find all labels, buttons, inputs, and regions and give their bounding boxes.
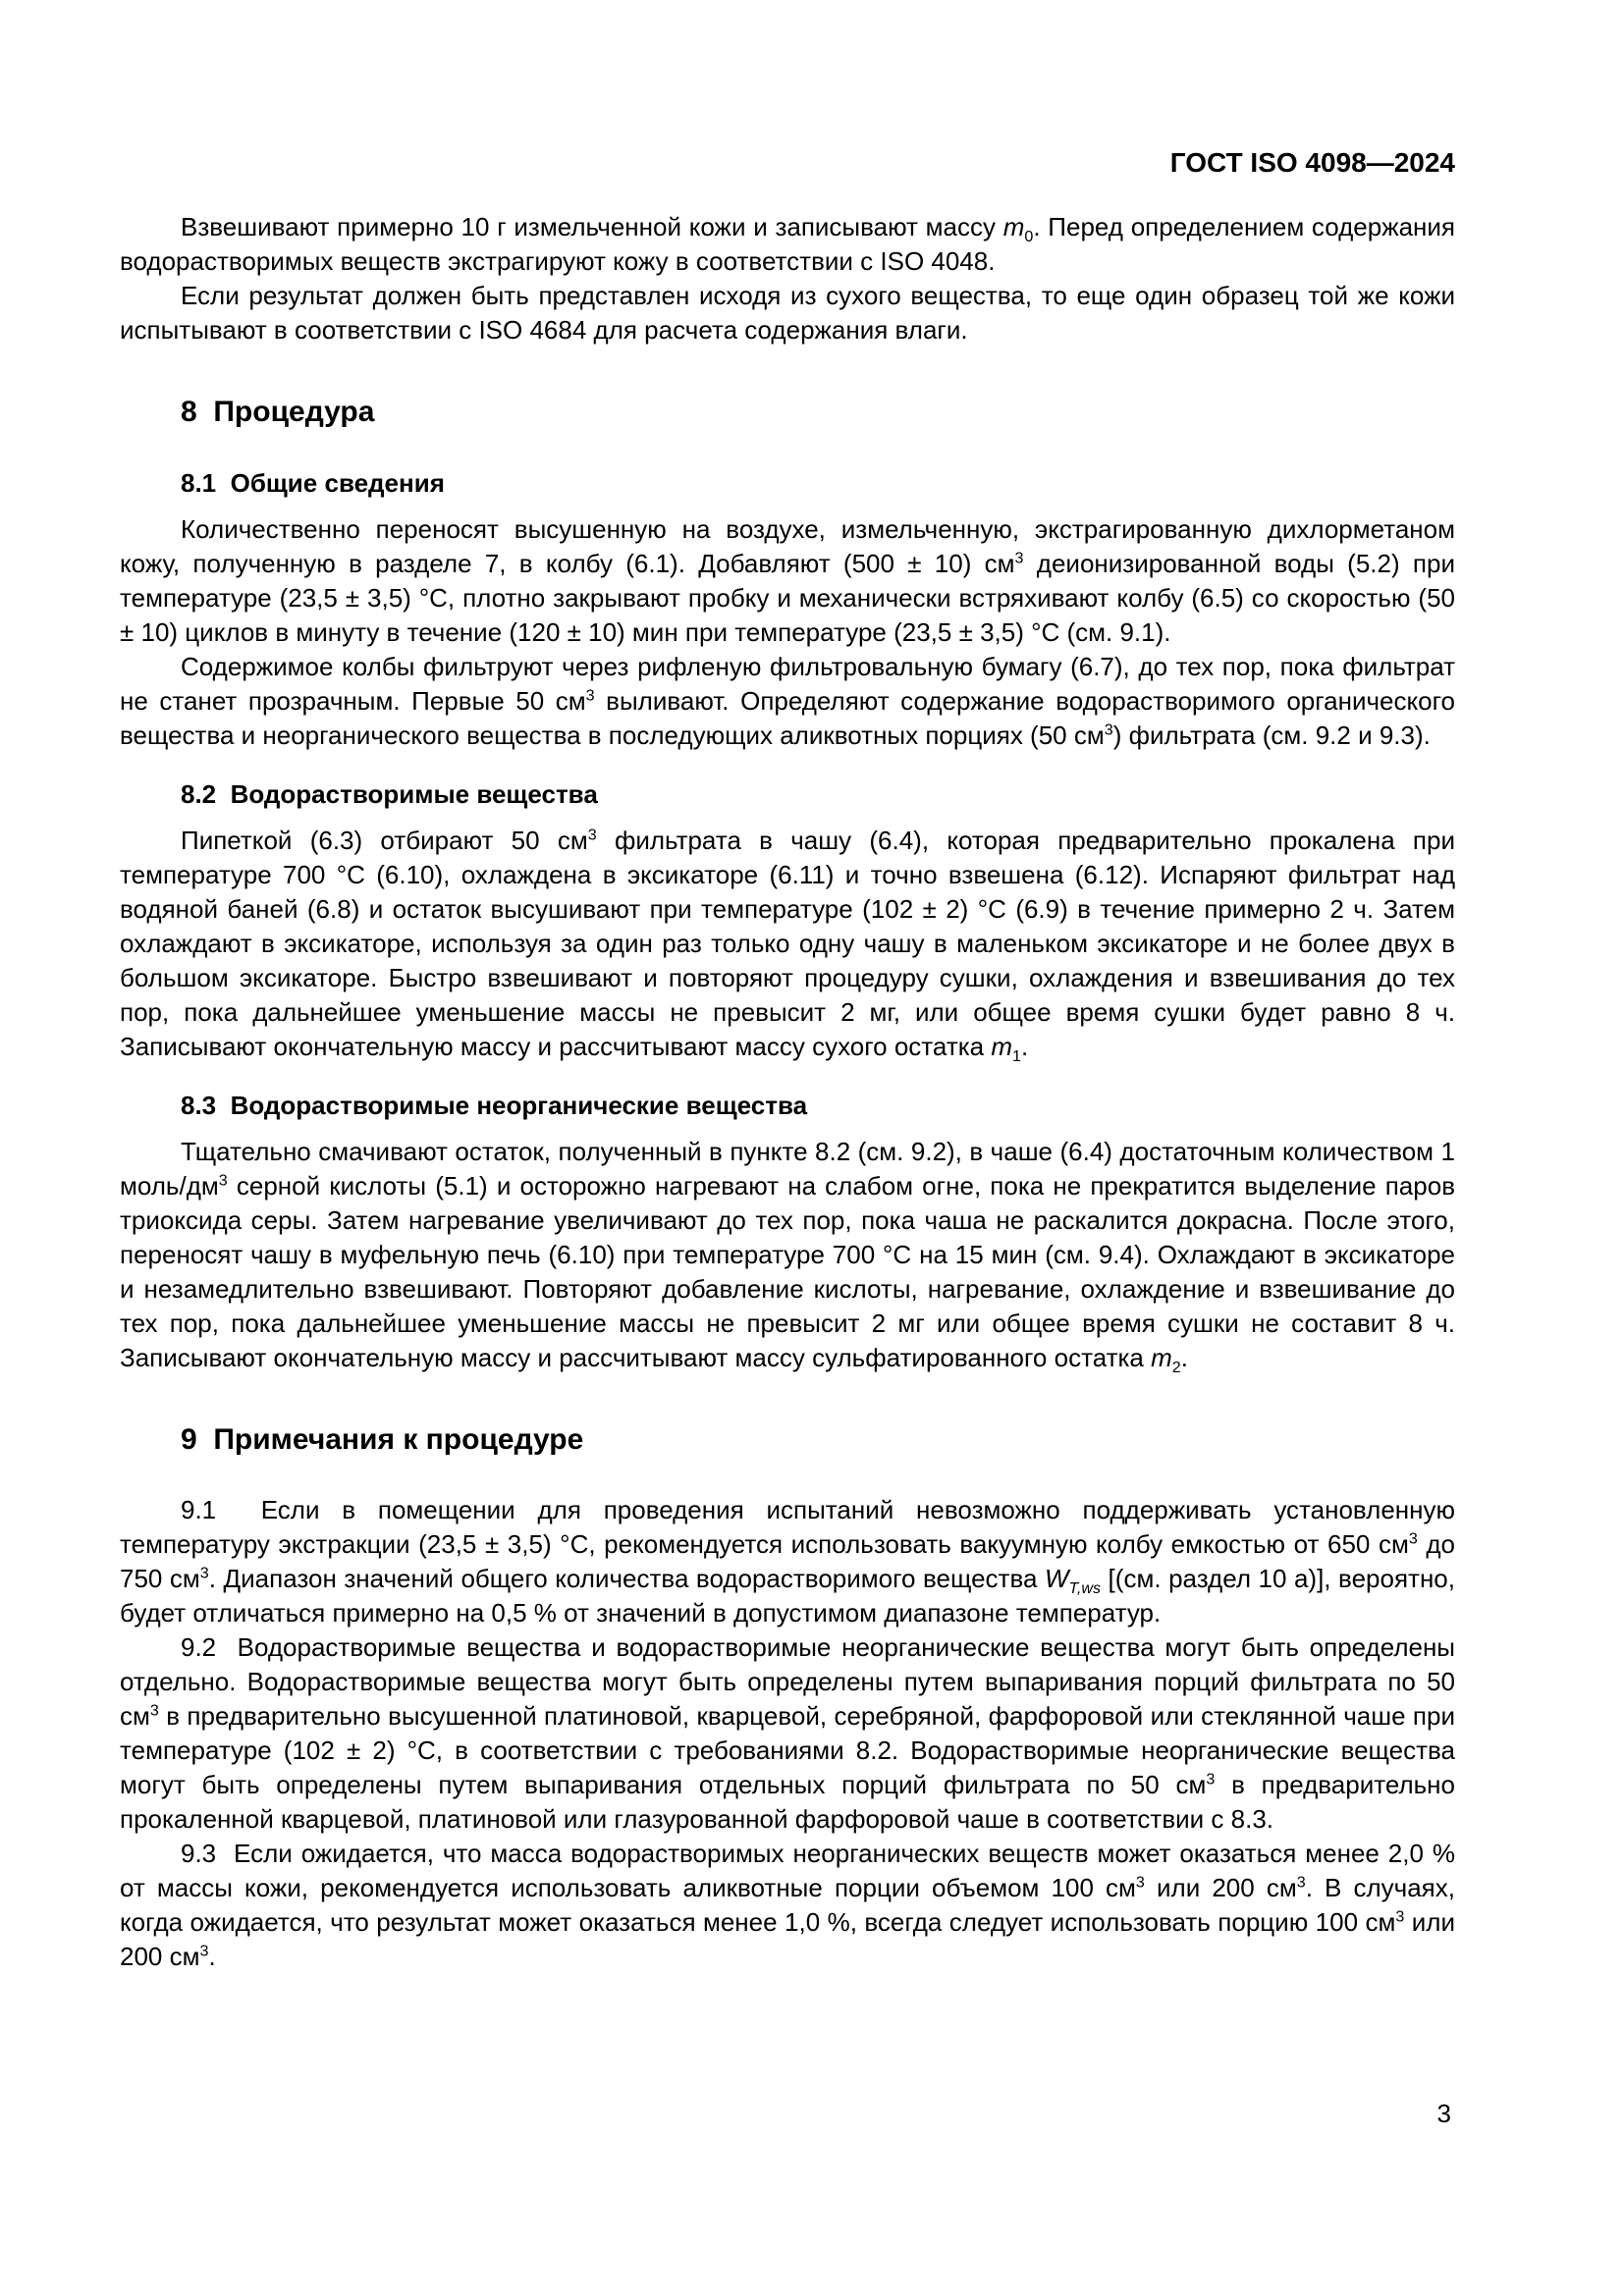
section-8-3-heading: 8.3 Водорастворимые неорганические вещества: [181, 1091, 808, 1120]
document-header: [120, 145, 1455, 181]
document-body: [120, 210, 1455, 1974]
section-8-1-heading: 8.1 Общие сведения: [181, 468, 445, 498]
section-9-heading: 9 Примечания к процедуре: [181, 1423, 584, 1456]
paragraph-9-2: 9.2 Водорастворимые вещества и водорастворимые неорганические вещества могут быть определены отдельно. Водорастворимые вещества могут быть определены путем выпаривания порций фильтрата по 50 $см^3$ в предварительно высушенной платиновой, кварцевой, серебряной, фарфоровой или стеклянной чаше при температуре (102 ± 2) °С, в соответствии с требованиями 8.2. Водорастворимые неорганические вещества могут быть определены путем выпаривания отдельных порций фильтрата по 50 $см^3$ в предварительно прокаленной кварцевой, платиновой или глазурованной фарфоровой чаше в соответствии с 8.3.: [120, 1632, 1455, 1834]
page-number: 3: [1436, 2099, 1451, 2128]
paragraph-8-1-b: Содержимое колбы фильтруют через рифленую фильтровальную бумагу (6.7), до тех пор, пока фильтрат не станет прозрачным. Первые 50 $см^3$ выливают. Определяют содержание водорастворимого органического вещества и неорганического вещества в последующих аликвотных порциях (50 $см^3$) фильтрата (см. 9.2 и 9.3).: [120, 652, 1455, 750]
doc-code: ГОСТ ISO 4098—2024: [1169, 147, 1455, 178]
paragraph-9-3: 9.3 Если ожидается, что масса водорастворимых неорганических веществ может оказаться менее 2,0 % от массы кожи, рекомендуется использовать аликвотные порции объемом 100 $см^3$ или 200 $см^3$. В случаях, когда ожидается, что результат может оказаться менее 1,0 %, всегда следует использовать порцию 100 $см^3$ или 200 $см^3$.: [120, 1839, 1455, 1971]
section-8-2-heading: 8.2 Водорастворимые вещества: [181, 779, 598, 809]
paragraph-8-1-a: Количественно переносят высушенную на воздухе, измельченную, экстрагированную дихлорметаном кожу, полученную в разделе 7, в колбу (6.1). Добавляют (500 ± 10) $см^3$ деионизированной воды (5.2) при температуре (23,5 ± 3,5) °С, плотно закрывают пробку и механически встряхивают колбу (6.5) со скоростью (50 ± 10) циклов в минуту в течение (120 ± 10) мин при температуре (23,5 ± 3,5) °С (см. 9.1).: [120, 514, 1455, 647]
paragraph-9-1: 9.1 Если в помещении для проведения испытаний невозможно поддерживать установленную температуру экстракции (23,5 ± 3,5) °С, рекомендуется использовать вакуумную колбу емкостью от 650 $см^3$ до 750 $см^3$. Диапазон значений общего количества водорастворимого вещества $W_{T,ws}$ [(см. раздел 10 а)], вероятно, будет отличаться примерно на 0,5 % от значений в допустимом диапазоне температур.: [120, 1495, 1455, 1628]
paragraph-weighing: Взвешивают примерно 10 г измельченной кожи и записывают массу $m_0$. Перед определением содержания водорастворимых веществ экстрагируют кожу в соответствии с ISO 4048.: [120, 212, 1456, 276]
paragraph-8-2: Пипеткой (6.3) отбирают 50 $см^3$ фильтрата в чашу (6.4), которая предварительно прокалена при температуре 700 °С (6.10), охлаждена в эксикаторе (6.11) и точно взвешена (6.12). Испаряют фильтрат над водяной баней (6.8) и остаток высушивают при температуре (102 ± 2) °С (6.9) в течение примерно 2 ч. Затем охлаждают в эксикаторе, используя за один раз только одну чашу в маленьком эксикаторе и не более двух в большом эксикаторе. Быстро взвешивают и повторяют процедуру сушки, охлаждения и взвешивания до тех пор, пока дальнейшее уменьшение массы не превысит 2 мг, или общее время сушки будет равно 8 ч. Записывают окончательную массу и рассчитывают массу сухого остатка $m_1$.: [120, 826, 1455, 1066]
paragraph-8-3: Тщательно смачивают остаток, полученный в пункте 8.2 (см. 9.2), в чаше (6.4) достаточным количеством 1 моль/$дм^3$ серной кислоты (5.1) и осторожно нагревают на слабом огне, пока не прекратится выделение паров триоксида серы. Затем нагревание увеличивают до тех пор, пока чаша не раскалится докрасна. После этого, переносят чашу в муфельную печь (6.10) при температуре 700 °С на 15 мин (см. 9.4). Охлаждают в эксикаторе и незамедлительно взвешивают. Повторяют добавление кислоты, нагревание, охлаждение и взвешивание до тех пор, пока дальнейшее уменьшение массы не превысит 2 мг или общее время сушки не составит 8 ч. Записывают окончательную массу и рассчитывают массу сульфатированного остатка $m_2$.: [120, 1137, 1455, 1377]
section-8-heading: 8 Процедура: [181, 396, 375, 428]
paragraph-dry-substance: Если результат должен быть представлен исходя из сухого вещества, то еще один образец той же кожи испытывают в соответствии с ISO 4684 для расчета содержания влаги.: [120, 281, 1455, 345]
